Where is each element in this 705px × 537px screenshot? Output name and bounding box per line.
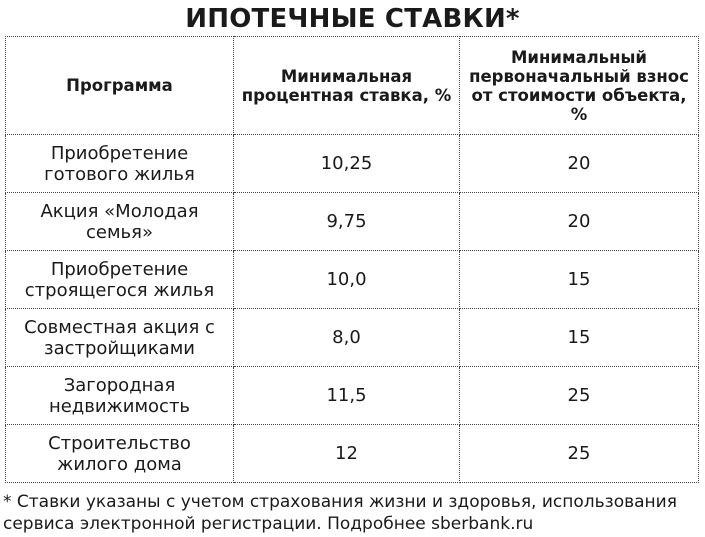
header-min-down-payment: Минимальный первоначальный взнос от стоимости объекта, %	[460, 37, 699, 135]
program-cell: Строительство жилого дома	[6, 425, 234, 483]
header-min-rate: Минимальная процентная ставка, %	[234, 37, 460, 135]
rate-cell: 10,0	[234, 251, 460, 309]
page-title: ИПОТЕЧНЫЕ СТАВКИ*	[185, 4, 520, 34]
program-cell: Загородная недвижимость	[6, 367, 234, 425]
table-row	[6, 193, 699, 251]
rate-cell: 8,0	[234, 309, 460, 367]
rate-cell: 10,25	[234, 135, 460, 193]
table-row	[6, 135, 699, 193]
rate-cell: 12	[234, 425, 460, 483]
down-payment-cell: 20	[460, 193, 699, 251]
program-cell: Совместная акция с застройщиками	[6, 309, 234, 367]
table-row	[6, 367, 699, 425]
header-program: Программа	[6, 37, 234, 135]
down-payment-cell: 25	[460, 367, 699, 425]
program-cell: Приобретение строящегося жилья	[6, 251, 234, 309]
table-row	[6, 425, 699, 483]
table-row	[6, 251, 699, 309]
rate-cell: 9,75	[234, 193, 460, 251]
footnote: * Ставки указаны с учетом страхования жизни и здоровья, использования сервиса электронной регистрации. Подробнее sberbank.ru	[3, 492, 677, 534]
down-payment-cell: 15	[460, 309, 699, 367]
down-payment-cell: 25	[460, 425, 699, 483]
table-row	[6, 309, 699, 367]
rate-cell: 11,5	[234, 367, 460, 425]
mortgage-rates-table	[5, 36, 699, 483]
program-cell: Акция «Молодая семья»	[6, 193, 234, 251]
table-header-row	[6, 37, 699, 135]
program-cell: Приобретение готового жилья	[6, 135, 234, 193]
down-payment-cell: 20	[460, 135, 699, 193]
down-payment-cell: 15	[460, 251, 699, 309]
